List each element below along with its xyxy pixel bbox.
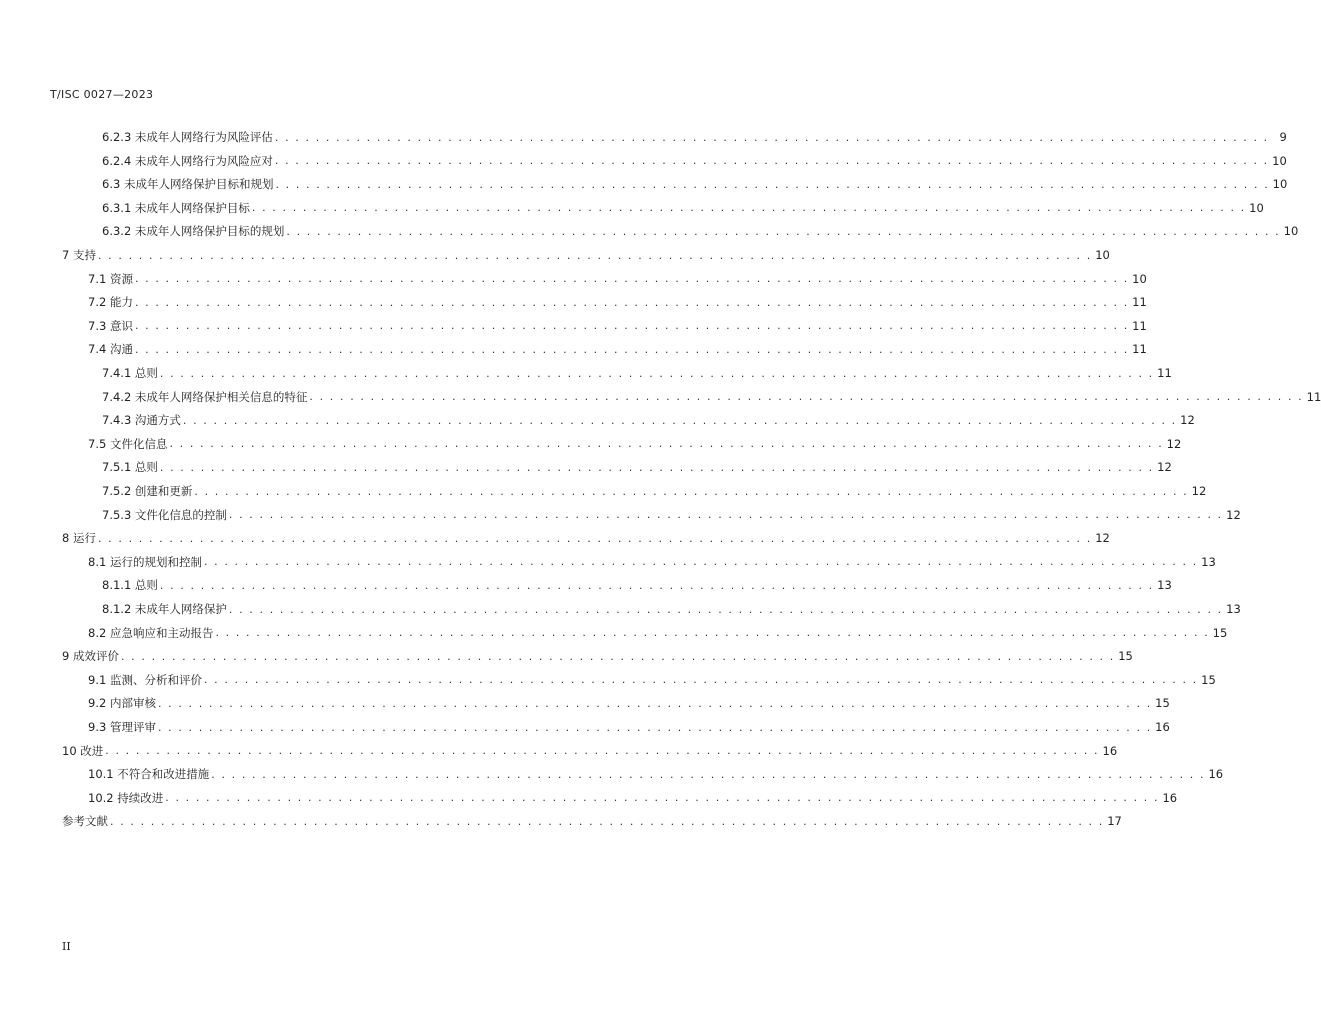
toc-entry-page-number: 10 xyxy=(1132,271,1147,286)
toc-entry-page-number: 16 xyxy=(1162,790,1178,805)
toc-entry-label: 6.2.3 未成年人网络行为风险评估 xyxy=(102,130,273,144)
standard-code-header: T/ISC 0027—2023 xyxy=(50,88,154,101)
toc-entry-page-number: 12 xyxy=(1095,531,1110,546)
toc-entry-page-number: 12 xyxy=(1166,436,1182,451)
toc-dot-leader: . . . . . . . . . . . . . . . . . . . . . . . . . . . . . . . . . . . . . . . . . . . . . . . . . . . . . . . . . . . . . . . . . . . . . . . . . . . . . . . . . . . . . . . . . . . . . . . . . . xyxy=(228,508,1223,522)
toc-entry-page-number: 10 xyxy=(1272,153,1287,168)
toc-entry-label: 7.1 资源 xyxy=(88,271,133,286)
toc-entry[interactable] xyxy=(102,126,1287,148)
toc-dot-leader: . . . . . . . . . . . . . . . . . . . . . . . . . . . . . . . . . . . . . . . . . . . . . . . . . . . . . . . . . . . . . . . . . . . . . . . . . . . . . . . . . . . . . . . . . . . . . . . . . . xyxy=(275,177,1270,191)
toc-entry-label: 7.5.2 创建和更新 xyxy=(102,484,193,498)
toc-entry-label: 7.5 文件化信息 xyxy=(88,436,168,451)
toc-entry-page-number: 11 xyxy=(1132,295,1147,310)
toc-entry-label: 6.2.4 未成年人网络行为风险应对 xyxy=(102,153,273,168)
toc-dot-leader: . . . . . . . . . . . . . . . . . . . . . . . . . . . . . . . . . . . . . . . . . . . . . . . . . . . . . . . . . . . . . . . . . . . . . . . . . . . . . . . . . . . . . . . . . . . . . . . . . . xyxy=(134,319,1129,333)
toc-dot-leader: . . . . . . . . . . . . . . . . . . . . . . . . . . . . . . . . . . . . . . . . . . . . . . . . . . . . . . . . . . . . . . . . . . . . . . . . . . . . . . . . . . . . . . . . . . . . . . . . . . xyxy=(215,626,1210,640)
toc-entry-label: 7.5.1 总则 xyxy=(102,460,158,475)
toc-entry-page-number: 10 xyxy=(1272,177,1288,192)
toc-dot-leader: . . . . . . . . . . . . . . . . . . . . . . . . . . . . . . . . . . . . . . . . . . . . . . . . . . . . . . . . . . . . . . . . . . . . . . . . . . . . . . . . . . . . . . . . . . . . . . . . . . xyxy=(274,154,1269,168)
toc-entry[interactable] xyxy=(62,527,1110,549)
toc-dot-leader: . . . . . . . . . . . . . . . . . . . . . . . . . . . . . . . . . . . . . . . . . . . . . . . . . . . . . . . . . . . . . . . . . . . . . . . . . . . . . . . . . . . . . . . . . . . . . . . . . . xyxy=(110,814,1104,828)
toc-entry[interactable] xyxy=(102,150,1287,172)
toc-entry-page-number: 13 xyxy=(1157,578,1172,593)
toc-entry[interactable] xyxy=(88,338,1147,360)
toc-entry[interactable] xyxy=(102,598,1241,620)
toc-dot-leader: . . . . . . . . . . . . . . . . . . . . . . . . . . . . . . . . . . . . . . . . . . . . . . . . . . . . . . . . . . . . . . . . . . . . . . . . . . . . . . . . . . . . . . . . . . . . . . . . . . xyxy=(105,744,1100,758)
toc-entry-page-number: 16 xyxy=(1102,743,1118,758)
toc-entry-label: 7.2 能力 xyxy=(88,295,133,310)
toc-dot-leader: . . . . . . . . . . . . . . . . . . . . . . . . . . . . . . . . . . . . . . . . . . . . . . . . . . . . . . . . . . . . . . . . . . . . . . . . . . . . . . . . . . . . . . . . . . . . . . . . . . xyxy=(203,673,1198,687)
toc-dot-leader: . . . . . . . . . . . . . . . . . . . . . . . . . . . . . . . . . . . . . . . . . . . . . . . . . . . . . . . . . . . . . . . . . . . . . . . . . . . . . . . . . . . . . . . . . . . . . . . . . . xyxy=(274,130,1269,144)
toc-entry[interactable] xyxy=(102,173,1288,195)
toc-dot-leader: . . . . . . . . . . . . . . . . . . . . . . . . . . . . . . . . . . . . . . . . . . . . . . . . . . . . . . . . . . . . . . . . . . . . . . . . . . . . . . . . . . . . . . . . . . . . . . . . . . xyxy=(159,578,1154,592)
toc-entry-label: 10 改进 xyxy=(62,743,104,758)
toc-entry[interactable] xyxy=(88,315,1147,337)
toc-entry-label: 6.3 未成年人网络保护目标和规划 xyxy=(102,177,274,192)
toc-entry-page-number: 12 xyxy=(1191,484,1207,498)
toc-dot-leader: . . . . . . . . . . . . . . . . . . . . . . . . . . . . . . . . . . . . . . . . . . . . . . . . . . . . . . . . . . . . . . . . . . . . . . . . . . . . . . . . . . . . . . . . . . . . . . . . . . xyxy=(251,201,1246,215)
toc-entry-page-number: 13 xyxy=(1226,602,1241,616)
toc-entry-label: 7 支持 xyxy=(62,248,96,262)
toc-dot-leader: . . . . . . . . . . . . . . . . . . . . . . . . . . . . . . . . . . . . . . . . . . . . . . . . . . . . . . . . . . . . . . . . . . . . . . . . . . . . . . . . . . . . . . . . . . . . . . . . . . xyxy=(134,272,1129,286)
toc-entry-label: 10.2 持续改进 xyxy=(88,790,164,805)
toc-entry-page-number: 10 xyxy=(1249,200,1264,215)
toc-entry-label: 7.4.1 总则 xyxy=(102,366,158,380)
toc-dot-leader: . . . . . . . . . . . . . . . . . . . . . . . . . . . . . . . . . . . . . . . . . . . . . . . . . . . . . . . . . . . . . . . . . . . . . . . . . . . . . . . . . . . . . . . . . . . . . . . . . . xyxy=(97,248,1092,262)
toc-dot-leader: . . . . . . . . . . . . . . . . . . . . . . . . . . . . . . . . . . . . . . . . . . . . . . . . . . . . . . . . . . . . . . . . . . . . . . . . . . . . . . . . . . . . . . . . . . . . . . . . . . xyxy=(169,437,1164,451)
toc-entry-page-number: 9 xyxy=(1279,130,1287,144)
toc-entry-page-number: 15 xyxy=(1118,649,1133,664)
toc-entry-label: 8.1 运行的规划和控制 xyxy=(88,554,202,569)
toc-entry[interactable] xyxy=(62,244,1110,266)
toc-entry[interactable] xyxy=(102,574,1172,596)
toc-entry-page-number: 12 xyxy=(1157,460,1172,475)
toc-entry-label: 7.4.3 沟通方式 xyxy=(102,413,181,428)
toc-entry-page-number: 10 xyxy=(1283,224,1299,239)
toc-entry[interactable] xyxy=(88,551,1216,573)
toc-entry[interactable] xyxy=(62,740,1118,762)
toc-dot-leader: . . . . . . . . . . . . . . . . . . . . . . . . . . . . . . . . . . . . . . . . . . . . . . . . . . . . . . . . . . . . . . . . . . . . . . . . . . . . . . . . . . . . . . . . . . . . . . . . . . xyxy=(134,342,1129,356)
toc-entry[interactable] xyxy=(102,409,1195,431)
toc-dot-leader: . . . . . . . . . . . . . . . . . . . . . . . . . . . . . . . . . . . . . . . . . . . . . . . . . . . . . . . . . . . . . . . . . . . . . . . . . . . . . . . . . . . . . . . . . . . . . . . . . . xyxy=(97,531,1092,545)
toc-entry[interactable] xyxy=(102,456,1172,478)
toc-entry[interactable] xyxy=(88,787,1178,809)
toc-entry-page-number: 12 xyxy=(1180,413,1195,428)
toc-entry[interactable] xyxy=(62,645,1133,667)
toc-entry-page-number: 16 xyxy=(1155,720,1170,734)
toc-entry-label: 9.2 内部审核 xyxy=(88,696,156,711)
toc-entry-label: 9 成效评价 xyxy=(62,649,119,664)
toc-dot-leader: . . . . . . . . . . . . . . . . . . . . . . . . . . . . . . . . . . . . . . . . . . . . . . . . . . . . . . . . . . . . . . . . . . . . . . . . . . . . . . . . . . . . . . . . . . . . . . . . . . xyxy=(157,720,1152,734)
page-number-footer: II xyxy=(62,940,71,953)
toc-dot-leader: . . . . . . . . . . . . . . . . . . . . . . . . . . . . . . . . . . . . . . . . . . . . . . . . . . . . . . . . . . . . . . . . . . . . . . . . . . . . . . . . . . . . . . . . . . . . . . . . . . xyxy=(159,366,1154,380)
toc-entry-label: 10.1 不符合和改进措施 xyxy=(88,767,210,782)
toc-entry[interactable] xyxy=(88,692,1170,714)
toc-entry-label: 6.3.2 未成年人网络保护目标的规划 xyxy=(102,224,285,239)
toc-entry-label: 8.2 应急响应和主动报告 xyxy=(88,625,214,640)
toc-entry-label: 8.1.2 未成年人网络保护 xyxy=(102,602,227,616)
toc-entry-label: 6.3.1 未成年人网络保护目标 xyxy=(102,200,250,215)
toc-entry-page-number: 17 xyxy=(1107,814,1122,829)
toc-entry-page-number: 11 xyxy=(1157,366,1172,380)
toc-dot-leader: . . . . . . . . . . . . . . . . . . . . . . . . . . . . . . . . . . . . . . . . . . . . . . . . . . . . . . . . . . . . . . . . . . . . . . . . . . . . . . . . . . . . . . . . . . . . . . . . . . xyxy=(165,791,1160,805)
toc-entry[interactable] xyxy=(88,669,1216,691)
toc-dot-leader: . . . . . . . . . . . . . . . . . . . . . . . . . . . . . . . . . . . . . . . . . . . . . . . . . . . . . . . . . . . . . . . . . . . . . . . . . . . . . . . . . . . . . . . . . . . . . . . . . . xyxy=(159,460,1154,474)
toc-dot-leader: . . . . . . . . . . . . . . . . . . . . . . . . . . . . . . . . . . . . . . . . . . . . . . . . . . . . . . . . . . . . . . . . . . . . . . . . . . . . . . . . . . . . . . . . . . . . . . . . . . xyxy=(134,295,1129,309)
toc-entry-page-number: 15 xyxy=(1212,625,1228,640)
toc-entry[interactable] xyxy=(88,268,1147,290)
toc-entry[interactable] xyxy=(88,763,1224,785)
toc-entry-label: 9.1 监测、分析和评价 xyxy=(88,672,202,687)
toc-entry[interactable] xyxy=(102,480,1207,502)
toc-entry-label: 8 运行 xyxy=(62,531,96,546)
toc-entry[interactable] xyxy=(102,197,1264,219)
toc-entry-label: 参考文献 xyxy=(62,814,108,829)
toc-entry[interactable] xyxy=(102,504,1241,526)
toc-entry-label: 7.4 沟通 xyxy=(88,342,133,357)
toc-dot-leader: . . . . . . . . . . . . . . . . . . . . . . . . . . . . . . . . . . . . . . . . . . . . . . . . . . . . . . . . . . . . . . . . . . . . . . . . . . . . . . . . . . . . . . . . . . . . . . . . . . xyxy=(211,767,1206,781)
toc-entry-page-number: 12 xyxy=(1226,507,1241,522)
toc-dot-leader: . . . . . . . . . . . . . . . . . . . . . . . . . . . . . . . . . . . . . . . . . . . . . . . . . . . . . . . . . . . . . . . . . . . . . . . . . . . . . . . . . . . . . . . . . . . . . . . . . . xyxy=(182,413,1177,427)
toc-entry-label: 7.3 意识 xyxy=(88,318,133,333)
toc-entry-page-number: 10 xyxy=(1095,248,1110,262)
toc-entry-label: 7.4.2 未成年人网络保护相关信息的特征 xyxy=(102,389,308,404)
toc-dot-leader: . . . . . . . . . . . . . . . . . . . . . . . . . . . . . . . . . . . . . . . . . . . . . . . . . . . . . . . . . . . . . . . . . . . . . . . . . . . . . . . . . . . . . . . . . . . . . . . . . . xyxy=(286,224,1281,238)
toc-entry[interactable] xyxy=(88,433,1182,455)
toc-dot-leader: . . . . . . . . . . . . . . . . . . . . . . . . . . . . . . . . . . . . . . . . . . . . . . . . . . . . . . . . . . . . . . . . . . . . . . . . . . . . . . . . . . . . . . . . . . . . . . . . . . xyxy=(194,484,1189,498)
toc-dot-leader: . . . . . . . . . . . . . . . . . . . . . . . . . . . . . . . . . . . . . . . . . . . . . . . . . . . . . . . . . . . . . . . . . . . . . . . . . . . . . . . . . . . . . . . . . . . . . . . . . . xyxy=(309,390,1304,404)
toc-entry-label: 8.1.1 总则 xyxy=(102,578,158,593)
toc-entry-page-number: 11 xyxy=(1132,318,1147,333)
toc-entry[interactable] xyxy=(88,622,1228,644)
toc-entry-label: 9.3 管理评审 xyxy=(88,720,156,734)
toc-entry-page-number: 11 xyxy=(1306,389,1321,404)
toc-entry-page-number: 13 xyxy=(1201,554,1216,569)
toc-entry[interactable] xyxy=(88,291,1147,313)
toc-dot-leader: . . . . . . . . . . . . . . . . . . . . . . . . . . . . . . . . . . . . . . . . . . . . . . . . . . . . . . . . . . . . . . . . . . . . . . . . . . . . . . . . . . . . . . . . . . . . . . . . . . xyxy=(228,602,1223,616)
toc-entry[interactable] xyxy=(102,386,1321,408)
toc-entry[interactable] xyxy=(102,362,1172,384)
toc-entry[interactable] xyxy=(62,810,1122,832)
toc-dot-leader: . . . . . . . . . . . . . . . . . . . . . . . . . . . . . . . . . . . . . . . . . . . . . . . . . . . . . . . . . . . . . . . . . . . . . . . . . . . . . . . . . . . . . . . . . . . . . . . . . . xyxy=(120,649,1115,663)
toc-entry-page-number: 11 xyxy=(1132,342,1147,357)
toc-entry-page-number: 15 xyxy=(1201,672,1216,687)
toc-entry-page-number: 15 xyxy=(1155,696,1170,711)
toc-entry[interactable] xyxy=(88,716,1170,738)
toc-entry-page-number: 16 xyxy=(1208,767,1224,782)
toc-dot-leader: . . . . . . . . . . . . . . . . . . . . . . . . . . . . . . . . . . . . . . . . . . . . . . . . . . . . . . . . . . . . . . . . . . . . . . . . . . . . . . . . . . . . . . . . . . . . . . . . . . xyxy=(203,555,1198,569)
toc-entry-label: 7.5.3 文件化信息的控制 xyxy=(102,507,227,522)
toc-entry[interactable] xyxy=(102,220,1299,242)
toc-dot-leader: . . . . . . . . . . . . . . . . . . . . . . . . . . . . . . . . . . . . . . . . . . . . . . . . . . . . . . . . . . . . . . . . . . . . . . . . . . . . . . . . . . . . . . . . . . . . . . . . . . xyxy=(157,696,1152,710)
